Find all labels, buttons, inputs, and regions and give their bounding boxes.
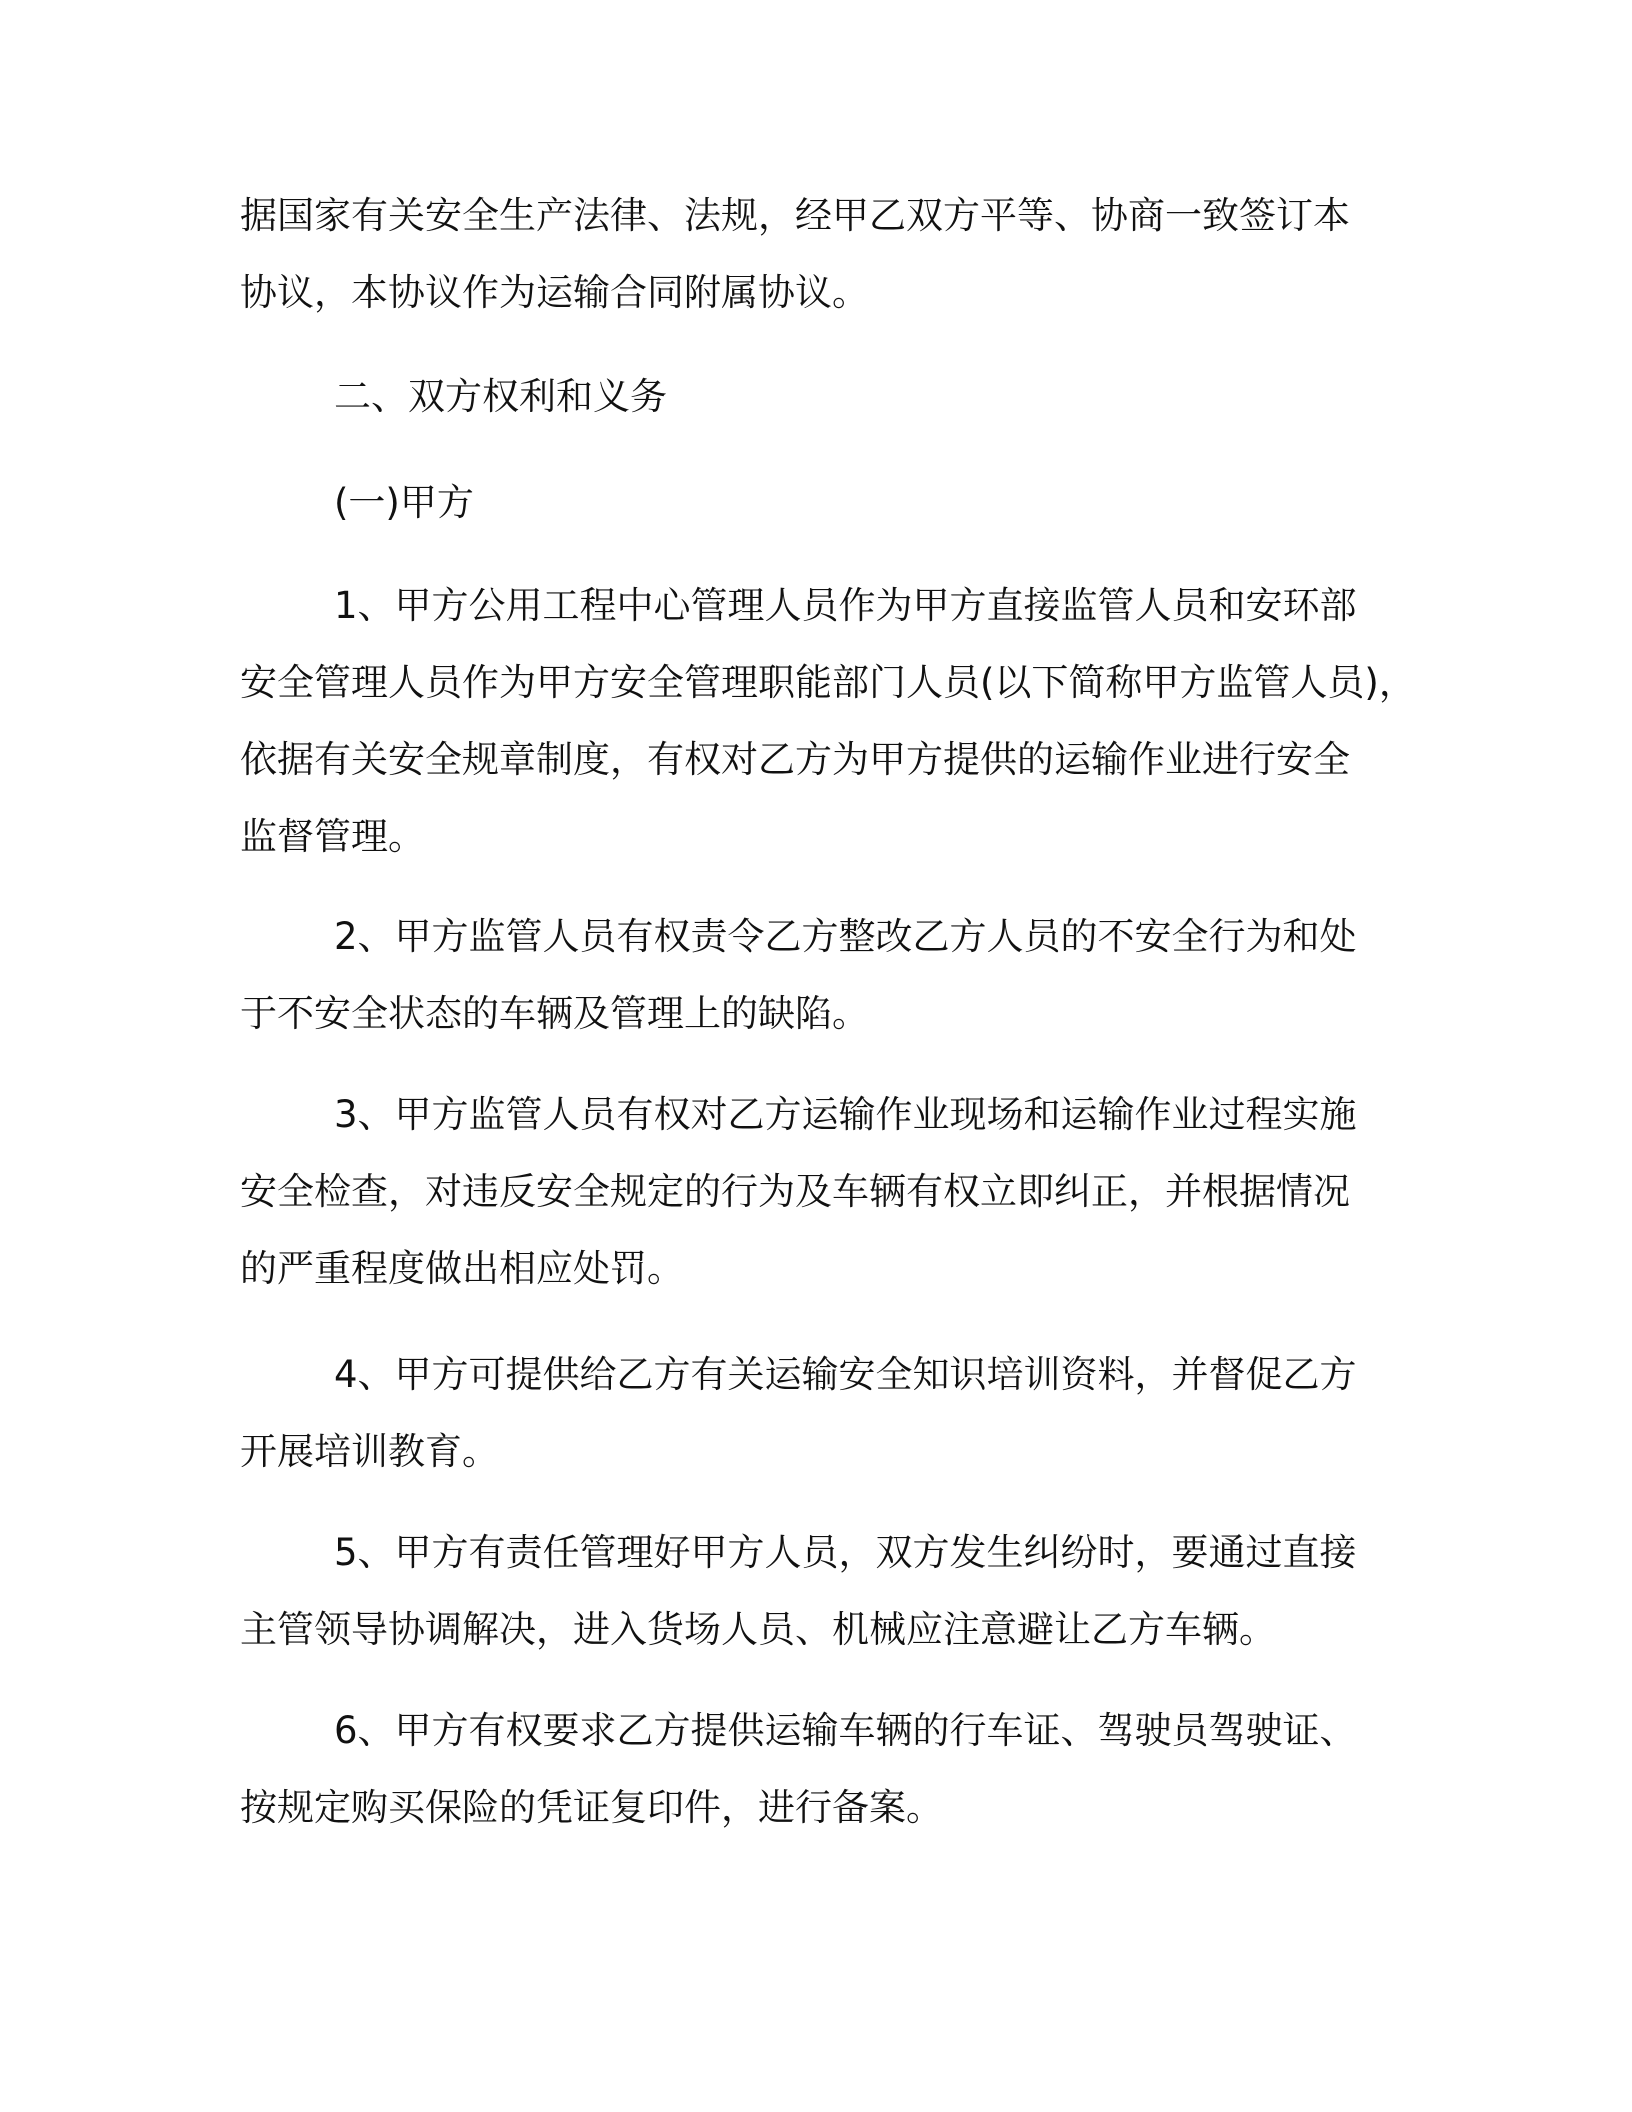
text-line: 6、甲方有权要求乙方提供运输车辆的行车证、驾驶员驾驶证、 bbox=[334, 1709, 1357, 1752]
text-line: 主管领导协调解决，进入货场人员、机械应注意避让乙方车辆。 bbox=[240, 1608, 1276, 1651]
text-line: 1、甲方公用工程中心管理人员作为甲方直接监管人员和安环部 bbox=[334, 584, 1357, 627]
text-line: 安全管理人员作为甲方安全管理职能部门人员(以下简称甲方监管人员)， bbox=[240, 661, 1416, 704]
paragraph-item-6 bbox=[240, 1692, 1420, 1846]
heading-rights-obligations: 二、双方权利和义务 bbox=[334, 375, 667, 418]
paragraph-item-1 bbox=[240, 567, 1420, 875]
text-line: 据国家有关安全生产法律、法规，经甲乙双方平等、协商一致签订本 bbox=[240, 194, 1350, 237]
text-line: 依据有关安全规章制度，有权对乙方为甲方提供的运输作业进行安全 bbox=[240, 738, 1350, 781]
subsection-heading bbox=[240, 464, 1420, 541]
paragraph-item-2 bbox=[240, 898, 1420, 1052]
text-line: 5、甲方有责任管理好甲方人员，双方发生纠纷时，要通过直接 bbox=[334, 1531, 1357, 1574]
text-line: 监督管理。 bbox=[240, 815, 425, 858]
text-line: 2、甲方监管人员有权责令乙方整改乙方人员的不安全行为和处 bbox=[334, 915, 1357, 958]
text-line: 协议，本协议作为运输合同附属协议。 bbox=[240, 271, 869, 314]
text-line: 安全检查，对违反安全规定的行为及车辆有权立即纠正，并根据情况 bbox=[240, 1170, 1350, 1213]
paragraph-intro bbox=[240, 177, 1420, 331]
heading-party-a: (一)甲方 bbox=[334, 481, 474, 524]
paragraph-item-5 bbox=[240, 1514, 1420, 1668]
section-heading bbox=[240, 358, 1420, 435]
paragraph-item-3 bbox=[240, 1076, 1420, 1307]
text-line: 开展培训教育。 bbox=[240, 1430, 499, 1473]
text-line: 4、甲方可提供给乙方有关运输安全知识培训资料，并督促乙方 bbox=[334, 1353, 1357, 1396]
text-line: 于不安全状态的车辆及管理上的缺陷。 bbox=[240, 992, 869, 1035]
paragraph-item-4 bbox=[240, 1336, 1420, 1490]
text-line: 3、甲方监管人员有权对乙方运输作业现场和运输作业过程实施 bbox=[334, 1093, 1357, 1136]
text-line: 按规定购买保险的凭证复印件，进行备案。 bbox=[240, 1786, 943, 1829]
text-line: 的严重程度做出相应处罚。 bbox=[240, 1247, 684, 1290]
